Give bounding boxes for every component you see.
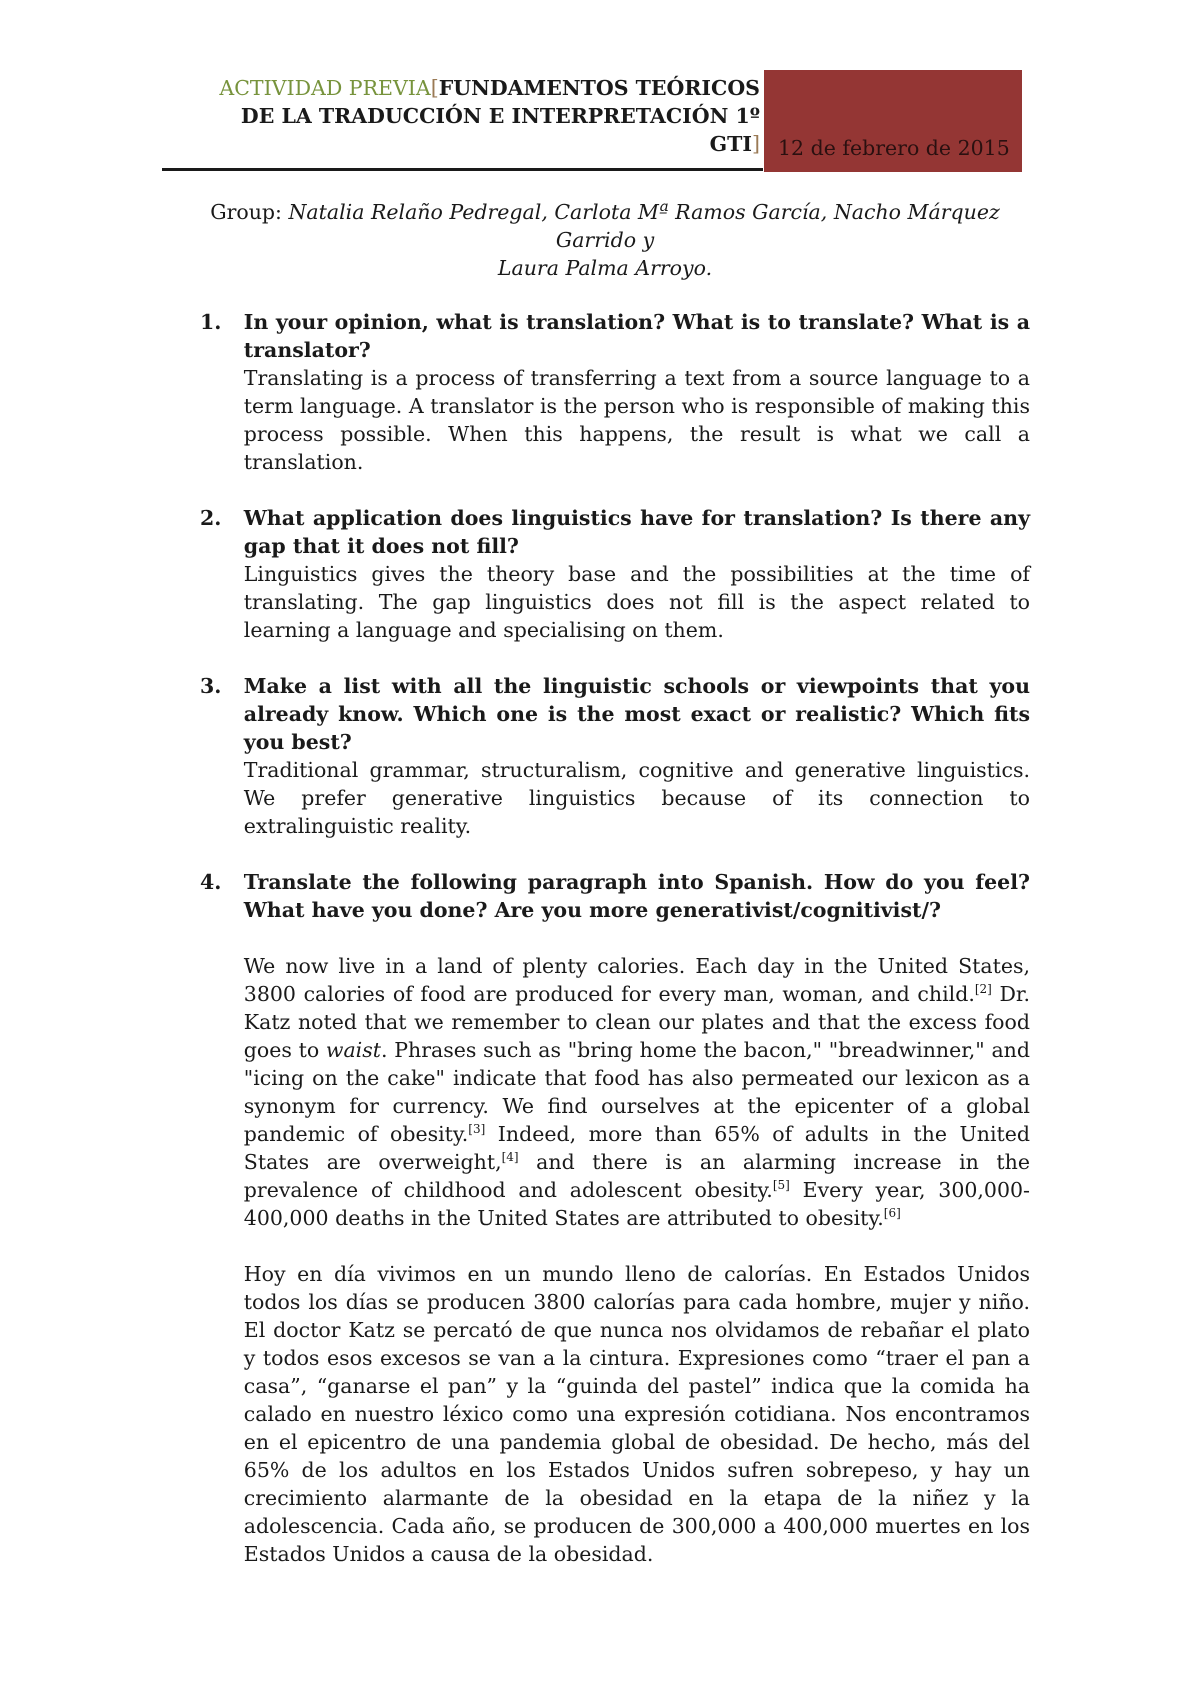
question-number: 1. [200, 310, 222, 334]
answer-text: Translating is a process of transferring a text from a source language to a term language. A translator is the person who is responsible of making this process possible. When this happens, the result is what we call a translation. [243, 366, 1030, 474]
english-waist: waist [325, 1038, 381, 1062]
header-bracket-close: ] [752, 132, 760, 156]
question-text: Make a list with all the linguistic schools or viewpoints that you already know. Which one is the most exact or realistic? Which fits you best? [243, 674, 1030, 754]
english-text-6: Every year, 300,000-400,000 deaths in the United States are attributed to obesity. [243, 1178, 1030, 1230]
group-members-line2: Laura Palma Arroyo. [497, 256, 713, 280]
question-text: Translate the following paragraph into Spanish. How do you feel? What have you done? Are you more generativist/cognitivist/? [243, 870, 1030, 922]
questions-list [200, 308, 1030, 1596]
answer-text: Traditional grammar, structuralism, cognitive and generative linguistics. We prefer generative linguistics because of its connection to extralinguistic reality. [243, 758, 1030, 838]
english-paragraph [244, 952, 1030, 1232]
header-prefix: ACTIVIDAD PREVIA [219, 76, 431, 100]
header-title-line1: FUNDAMENTOS TEÓRICOS [438, 76, 760, 100]
document-header-title [160, 74, 760, 158]
question-text: In your opinion, what is translation? What is to translate? What is a translator? [243, 310, 1030, 362]
question-item-2 [200, 504, 1030, 644]
english-text-1: We now live in a land of plenty calories. Each day in the United States, 3800 calories of food are produced for every man, woman, and child. [243, 954, 1030, 1006]
footnote-ref-4: [4] [501, 1150, 519, 1165]
footnote-ref-5: [5] [772, 1178, 790, 1193]
spanish-paragraph: Hoy en día vivimos en un mundo lleno de calorías. En Estados Unidos todos los días se producen 3800 calorías para cada hombre, mujer y niño. El doctor Katz se percató de que nunca nos olvidamos de rebañar el plato y todos esos excesos se van a la cintura. Expresiones como “traer el pan a casa”, “ganarse el pan” y la “guinda del pastel” indica que la comida ha calado en nuestro léxico como una expresión cotidiana. Nos encontramos en el epicentro de una pandemia global de obesidad. De hecho, más del 65% de los adultos en los Estados Unidos sufren sobrepeso, y hay un crecimiento alarmante de la obesidad en la etapa de la niñez y la adolescencia. Cada año, se producen de 300,000 a 400,000 muertes en los Estados Unidos a causa de la obesidad. [243, 1262, 1030, 1566]
english-text-3: . Phrases such as "bring home the bacon," "breadwinner," and "icing on the cake" indicate that food has also permeated our lexicon as a synonym for currency. We find ourselves at the epicenter of a global pandemic of obesity. [243, 1038, 1030, 1146]
group-members [170, 198, 1040, 282]
header-bracket-open: [ [430, 76, 439, 100]
footnote-ref-2: [2] [974, 982, 992, 997]
question-number: 4. [200, 870, 222, 894]
english-text-5: and there is an alarming increase in the prevalence of childhood and adolescent obesity. [243, 1150, 1031, 1202]
footnote-ref-3: [3] [468, 1122, 486, 1137]
header-title-line3: GTI [709, 132, 752, 156]
question-item-4 [200, 868, 1030, 1568]
group-label: Group: [210, 200, 282, 224]
question-number: 2. [200, 506, 222, 530]
question-number: 3. [200, 674, 222, 698]
english-text-2: Dr. Katz noted that we remember to clean our plates and that the excess food goes to [243, 982, 1030, 1062]
header-rule [162, 168, 763, 171]
header-title-line2: DE LA TRADUCCIÓN E INTERPRETACIÓN 1º [240, 104, 760, 128]
question-item-3 [200, 672, 1030, 840]
footnote-ref-6: [6] [883, 1206, 901, 1221]
group-members-line1: Natalia Relaño Pedregal, Carlota Mª Ramos García, Nacho Márquez Garrido y [288, 200, 1000, 252]
question-text: What application does linguistics have for translation? Is there any gap that it does not fill? [243, 506, 1030, 558]
english-text-4: Indeed, more than 65% of adults in the United States are overweight, [243, 1122, 1030, 1174]
question-item-1 [200, 308, 1030, 476]
answer-text: Linguistics gives the theory base and the possibilities at the time of translating. The gap linguistics does not fill is the aspect related to learning a language and specialising on them. [243, 562, 1030, 642]
header-date: 12 de febrero de 2015 [778, 136, 1010, 160]
